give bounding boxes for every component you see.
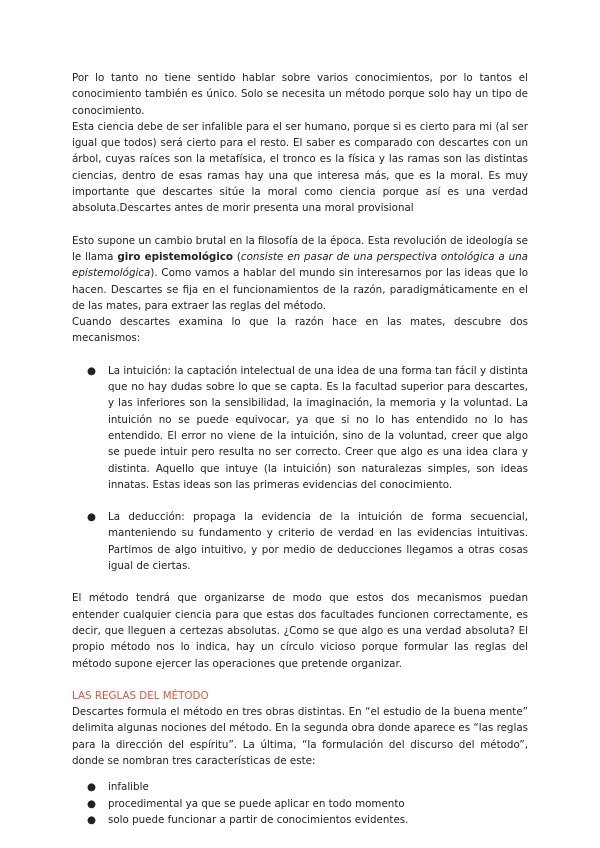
- list-item-text: procedimental ya que se puede aplicar en todo momento: [108, 797, 405, 810]
- list-item-text: infalible: [108, 781, 149, 794]
- key-term-definition: consiste en pasar de una perspectiva ontológica a una epistemológica: [72, 250, 528, 280]
- spacer: [72, 217, 528, 233]
- bullet-icon: ●: [87, 797, 96, 810]
- section-heading: LAS REGLAS DEL MÉTODO: [72, 689, 209, 702]
- paragraph-1: Por lo tanto no tiene sentido hablar sobre varios conocimientos, por lo tantos el conocimiento también es único. Solo se necesita un método porque solo hay un tipo de conocimiento.: [72, 72, 528, 117]
- list-item-deduccion: [72, 509, 528, 574]
- list-item: [72, 812, 528, 828]
- characteristics-list: [72, 779, 528, 828]
- key-term-giro-epistemologico: giro epistemológico: [117, 250, 233, 263]
- bullet-icon: ●: [87, 813, 96, 826]
- document-page: [72, 70, 528, 828]
- spacer: [72, 493, 528, 509]
- paragraph-2: Esta ciencia debe de ser infalible para el ser humano, porque si es cierto para mi (al ser igual que todos) será cierto para el resto. El saber es comparado con descartes con un árbol, cuyas raíces son la metafísica, el tronco es la física y las ramas son las distintas ciencias, dentro de esas ramas hay una que interesa más, que es la moral. Es muy importante que descartes sitúe la moral como ciencia porque así es una verdad absoluta.Descartes antes de morir presenta una moral provisional: [72, 120, 528, 215]
- paragraph-6: Descartes formula el método en tres obras distintas. En “el estudio de la buena mente” delimita algunas nociones del método. En la segunda obra donde aparece es “las reglas para la dirección del espíritu”. La última, “la formulación del discurso del método”, donde se nombran tres características de este:: [72, 706, 528, 767]
- bullet-icon: ●: [87, 511, 96, 524]
- paragraph-4: Cuando descartes examina lo que la razón hace en las mates, descubre dos mecanismos:: [72, 316, 528, 345]
- mechanisms-list: [72, 363, 528, 575]
- paragraph-3: [72, 233, 528, 314]
- list-item-text: La intuición: la captación intelectual de una idea de una forma tan fácil y distinta que no hay dudas sobre lo que se capta. Es la facultad superior para descartes, y las inferiores son la sensibilidad, la imaginación, la memoria y la voluntad. La intuición no se puede equivocar, ya que si no lo has entendido no lo has entendido. El error no viene de la intuición, sino de la voluntad, creer que algo se puede intuir pero resulta no ser correcto. Creer que algo es una idea clara y distinta. Aquello que intuye (la intuición) son naturalezas simples, son ideas innatas. Estas ideas son las primeras evidencias del conocimiento.: [108, 364, 528, 491]
- spacer: [72, 347, 528, 363]
- spacer: [72, 574, 528, 590]
- list-item: [72, 796, 528, 812]
- list-item-text: La deducción: propaga la evidencia de la intuición de forma secuencial, manteniendo su fundamento y criterio de verdad en las evidencias intuitivas. Partimos de algo intuitivo, y por medio de deducciones llegamos a otras cosas igual de ciertas.: [108, 511, 528, 573]
- spacer: [72, 672, 528, 688]
- bullet-icon: ●: [87, 781, 96, 794]
- bullet-icon: ●: [87, 364, 96, 377]
- list-item: [72, 779, 528, 795]
- paren-open: (: [233, 250, 241, 263]
- paragraph-3-text-end: . Como vamos a hablar del mundo sin interesarnos por las ideas que lo hacen. Descartes se fija en el funcionamientos de la razón, paradigmáticamente en el de las mates, para extraer las reglas del método.: [72, 267, 528, 312]
- paren-close: ): [150, 267, 155, 280]
- paragraph-5: El método tendrá que organizarse de modo que estos dos mecanismos puedan entender cualquier ciencia para que estas dos facultades funcionen correctamente, es decir, que lleguen a certezas absolutas. ¿Como se que algo es una verdad absoluta? El propio método nos lo indica, hay un círculo vicioso porque formular las reglas del método supone ejercer las operaciones que pretende organizar.: [72, 592, 528, 670]
- paragraph-3-text: Esto supone un cambio brutal en la filosofía de la época. Esta revolución de ideología se le llama: [72, 234, 528, 263]
- list-item-text: solo puede funcionar a partir de conocimientos evidentes.: [108, 813, 409, 826]
- spacer: [72, 769, 528, 779]
- list-item-intuicion: [72, 363, 528, 493]
